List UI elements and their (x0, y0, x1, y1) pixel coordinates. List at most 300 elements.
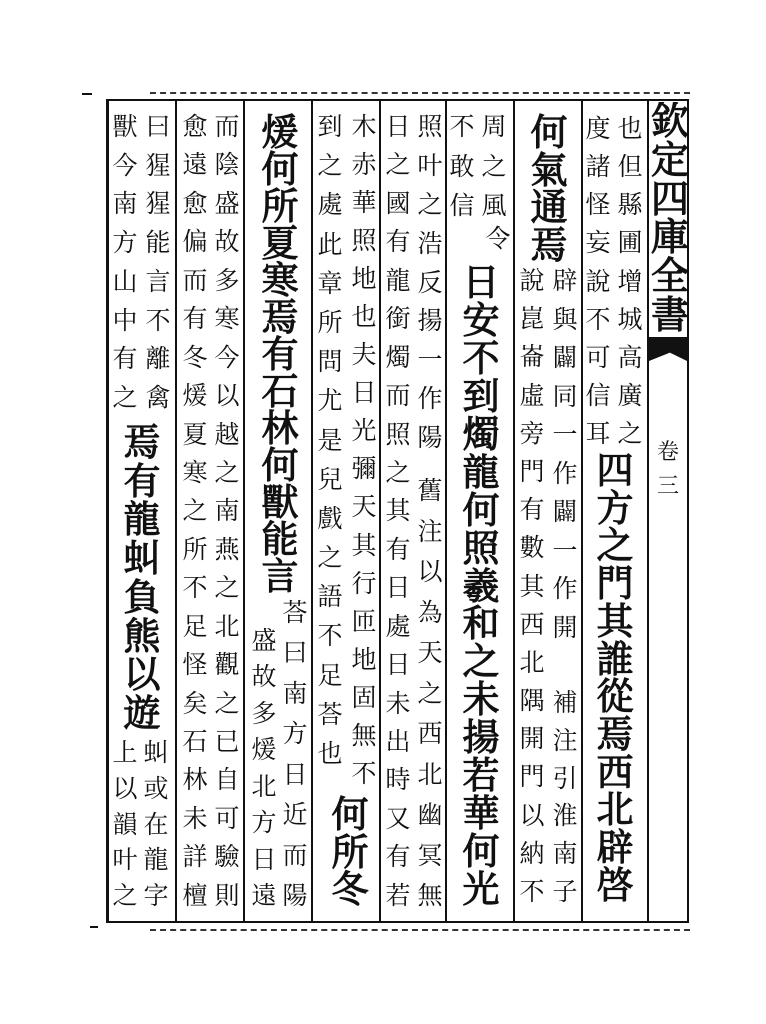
annotation-left (316, 114, 344, 766)
glyph: 三 (656, 474, 679, 499)
glyph: 虯 (123, 536, 161, 581)
glyph: 能 (145, 228, 171, 258)
glyph: 近 (282, 800, 308, 830)
glyph: 寒 (214, 304, 240, 334)
glyph: 南 (214, 496, 240, 526)
main-text (592, 448, 638, 907)
glyph: 安 (462, 297, 500, 342)
fishtail-mark (649, 337, 687, 361)
glyph: 愈 (182, 112, 208, 141)
glyph: 風 (481, 191, 507, 220)
glyph: 故 (214, 227, 240, 257)
glyph: 之 (317, 543, 343, 573)
glyph: 何 (261, 443, 299, 487)
glyph: 猩 (145, 150, 171, 180)
glyph: 作 (552, 574, 578, 604)
glyph: 不 (182, 573, 208, 603)
glyph: 以 (519, 800, 545, 830)
glyph: 北 (596, 787, 634, 832)
glyph: 通 (530, 185, 568, 230)
glyph: 以 (214, 381, 240, 411)
glyph: 氣 (530, 147, 568, 192)
glyph: 出 (385, 727, 411, 756)
glyph: 信 (449, 191, 475, 220)
glyph: 遊 (123, 690, 161, 735)
glyph: 陽 (282, 880, 308, 910)
glyph: 方 (282, 719, 308, 749)
annotation-right (416, 114, 444, 450)
glyph: 銜 (385, 304, 411, 334)
glyph: 其 (519, 571, 545, 601)
annotation-right (484, 226, 512, 254)
glyph: 反 (417, 267, 443, 297)
glyph: 言 (261, 554, 299, 598)
glyph: 語 (317, 582, 343, 612)
glyph: 詳 (182, 842, 208, 872)
glyph: 所 (317, 307, 343, 337)
column-rule (243, 100, 245, 922)
glyph: 之 (317, 151, 343, 181)
glyph: 多 (214, 265, 240, 295)
glyph: 誰 (596, 636, 634, 681)
glyph: 華 (351, 188, 377, 218)
glyph: 夏 (182, 419, 208, 449)
glyph: 但 (617, 152, 643, 182)
glyph: 日 (462, 260, 500, 304)
frame-border-bottom (106, 921, 689, 923)
glyph: 荅 (282, 598, 308, 627)
glyph: 之 (481, 151, 507, 181)
glyph: 何 (331, 792, 369, 836)
annotation-right (142, 740, 170, 908)
glyph: 冬 (331, 867, 369, 911)
glyph: 南 (552, 839, 578, 869)
glyph: 之 (417, 189, 443, 219)
glyph: 之 (182, 496, 208, 526)
glyph: 辟 (552, 266, 578, 295)
glyph: 一 (552, 535, 578, 565)
glyph: 日 (282, 759, 308, 789)
glyph: 與 (552, 304, 578, 334)
glyph: 山 (112, 266, 138, 296)
glyph: 愈 (182, 188, 208, 218)
glyph: 幽 (417, 800, 443, 829)
glyph: 作 (417, 384, 443, 414)
glyph: 龍 (143, 845, 169, 875)
column-rule (513, 100, 515, 922)
glyph: 赤 (351, 150, 377, 180)
glyph: 不 (462, 335, 500, 380)
glyph: 羲 (462, 563, 500, 608)
glyph: 不 (449, 112, 475, 141)
glyph: 圃 (617, 228, 643, 258)
glyph: 為 (417, 597, 443, 627)
glyph: 或 (143, 773, 169, 803)
glyph: 之 (385, 457, 411, 487)
glyph: 也 (317, 739, 343, 768)
glyph: 自 (214, 765, 240, 795)
glyph: 多 (251, 698, 277, 728)
glyph: 辟 (596, 825, 634, 870)
glyph: 之 (112, 881, 138, 910)
glyph: 曰 (145, 112, 171, 141)
glyph: 闢 (552, 343, 578, 373)
column-rule (647, 100, 649, 922)
glyph: 照 (417, 112, 443, 141)
glyph: 可 (585, 342, 611, 372)
glyph: 方 (251, 808, 277, 838)
glyph: 處 (317, 190, 343, 220)
annotation-right (551, 268, 579, 640)
glyph: 寒 (261, 258, 299, 302)
main-text (458, 260, 504, 911)
glyph: 其 (385, 496, 411, 526)
glyph: 韻 (112, 809, 138, 839)
glyph: 尤 (317, 386, 343, 416)
glyph: 西 (596, 749, 634, 794)
glyph: 敢 (449, 151, 475, 181)
glyph: 日 (385, 573, 411, 603)
glyph: 石 (261, 369, 299, 413)
glyph: 荅 (317, 699, 343, 729)
main-text (327, 792, 373, 911)
glyph: 南 (282, 678, 308, 708)
glyph: 不 (317, 621, 343, 651)
glyph: 木 (351, 112, 377, 141)
glyph: 怪 (585, 190, 611, 220)
frame-mark (90, 926, 98, 928)
annotation-left (518, 268, 546, 904)
glyph: 日 (351, 378, 377, 408)
glyph: 書 (650, 291, 689, 334)
glyph: 有 (182, 304, 208, 334)
glyph: 今 (112, 150, 138, 180)
glyph: 其 (596, 598, 634, 643)
glyph: 高 (617, 342, 643, 372)
glyph: 揚 (462, 715, 500, 760)
glyph: 引 (552, 763, 578, 793)
glyph: 寒 (182, 457, 208, 487)
glyph: 光 (462, 867, 500, 911)
annotation-left (181, 114, 209, 908)
glyph: 上 (112, 738, 138, 767)
glyph: 足 (182, 611, 208, 641)
glyph: 耳 (585, 419, 611, 448)
glyph: 一 (417, 345, 443, 375)
glyph: 周 (481, 112, 507, 141)
annotation-left (448, 114, 476, 218)
glyph: 門 (519, 762, 545, 792)
glyph: 方 (596, 485, 634, 530)
glyph: 可 (214, 803, 240, 833)
glyph: 禽 (145, 382, 171, 412)
glyph: 淮 (552, 801, 578, 831)
glyph: 言 (145, 266, 171, 296)
glyph: 檀 (182, 880, 208, 910)
glyph: 開 (519, 724, 545, 754)
glyph: 矣 (182, 688, 208, 718)
glyph: 以 (417, 557, 443, 586)
annotation-right (551, 690, 579, 904)
glyph: 林 (182, 765, 208, 795)
glyph: 子 (552, 876, 578, 906)
glyph: 庫 (650, 214, 689, 260)
glyph: 則 (214, 880, 240, 910)
glyph: 匝 (351, 606, 377, 636)
glyph: 焉 (261, 295, 299, 339)
glyph: 熊 (123, 613, 161, 658)
glyph: 焉 (596, 712, 634, 757)
glyph: 日 (385, 112, 411, 141)
glyph: 何 (462, 487, 500, 532)
main-text (257, 110, 303, 598)
glyph: 怪 (182, 650, 208, 680)
glyph: 有 (123, 458, 161, 503)
glyph: 光 (351, 416, 377, 446)
main-text (119, 420, 165, 735)
glyph: 夫 (351, 340, 377, 370)
column-rule (379, 100, 381, 922)
main-text (526, 110, 572, 267)
glyph: 照 (385, 419, 411, 449)
annotation-right (144, 114, 172, 410)
glyph: 也 (351, 302, 377, 332)
glyph: 廣 (617, 380, 643, 410)
juan-label (656, 442, 680, 498)
glyph: 所 (261, 184, 299, 228)
glyph: 有 (385, 227, 411, 257)
glyph: 闢 (552, 497, 578, 527)
glyph: 有 (385, 534, 411, 564)
glyph: 離 (145, 344, 171, 374)
annotation-left (384, 114, 412, 908)
glyph: 煖 (251, 735, 277, 765)
glyph: 有 (519, 495, 545, 525)
glyph: 未 (182, 803, 208, 833)
glyph: 行 (351, 568, 377, 598)
glyph: 從 (596, 674, 634, 719)
glyph: 龍 (385, 265, 411, 295)
glyph: 字 (143, 881, 169, 910)
glyph: 浩 (417, 228, 443, 258)
glyph: 今 (214, 342, 240, 372)
glyph: 旁 (519, 418, 545, 448)
glyph: 故 (251, 662, 277, 692)
glyph: 照 (351, 226, 377, 256)
glyph: 揚 (417, 306, 443, 336)
glyph: 舊 (417, 476, 443, 505)
glyph: 其 (351, 530, 377, 560)
glyph: 國 (385, 188, 411, 218)
glyph: 林 (261, 406, 299, 450)
glyph: 猩 (145, 189, 171, 219)
glyph: 到 (317, 112, 343, 141)
glyph: 盛 (214, 188, 240, 218)
glyph: 隅 (519, 686, 545, 716)
glyph: 崑 (519, 304, 545, 334)
glyph: 門 (596, 561, 634, 606)
glyph: 固 (351, 682, 377, 712)
glyph: 石 (182, 727, 208, 756)
glyph: 偏 (182, 227, 208, 257)
column-rule (581, 100, 583, 922)
glyph: 天 (351, 492, 377, 522)
glyph: 而 (282, 840, 308, 870)
glyph: 足 (317, 660, 343, 690)
glyph: 天 (417, 638, 443, 667)
annotation-right (480, 114, 508, 218)
glyph: 問 (317, 347, 343, 377)
glyph: 說 (519, 266, 545, 295)
glyph: 注 (417, 516, 443, 546)
glyph: 叶 (417, 150, 443, 180)
outer-frame-top (150, 92, 690, 94)
glyph: 以 (112, 773, 138, 803)
annotation-left (584, 116, 612, 446)
glyph: 之 (617, 419, 643, 448)
glyph: 中 (112, 305, 138, 335)
glyph: 而 (182, 265, 208, 295)
glyph: 日 (385, 650, 411, 680)
annotation-right (616, 116, 644, 446)
glyph: 彌 (351, 454, 377, 484)
glyph: 也 (617, 114, 643, 143)
glyph: 燭 (385, 342, 411, 372)
glyph: 信 (585, 380, 611, 410)
glyph: 四 (650, 175, 689, 221)
glyph: 納 (519, 838, 545, 868)
margin-title (650, 102, 690, 334)
glyph: 陰 (214, 150, 240, 180)
glyph: 補 (552, 688, 578, 717)
glyph: 有 (385, 842, 411, 872)
glyph: 所 (331, 829, 369, 874)
glyph: 之 (214, 573, 240, 603)
glyph: 不 (519, 877, 545, 906)
glyph: 有 (112, 344, 138, 374)
glyph: 方 (112, 228, 138, 258)
glyph: 度 (585, 114, 611, 143)
glyph: 不 (145, 305, 171, 335)
glyph: 陽 (417, 423, 443, 452)
glyph: 所 (182, 534, 208, 564)
annotation-right (213, 114, 241, 908)
glyph: 以 (123, 652, 161, 697)
annotation-right (281, 600, 309, 908)
glyph: 曰 (282, 638, 308, 668)
glyph: 戲 (317, 503, 343, 533)
glyph: 而 (385, 381, 411, 411)
glyph: 而 (214, 112, 240, 141)
glyph: 之 (462, 639, 500, 684)
glyph: 何 (261, 147, 299, 191)
glyph: 增 (617, 266, 643, 296)
glyph: 北 (214, 611, 240, 641)
glyph: 若 (462, 753, 500, 798)
glyph: 地 (351, 264, 377, 294)
glyph: 照 (462, 525, 500, 570)
glyph: 日 (251, 844, 277, 874)
glyph: 煖 (182, 381, 208, 411)
glyph: 欽 (650, 102, 689, 143)
glyph: 諸 (585, 152, 611, 182)
glyph: 燕 (214, 534, 240, 564)
glyph: 不 (585, 304, 611, 334)
glyph: 地 (351, 644, 377, 674)
column-rule (311, 100, 313, 922)
glyph: 遠 (251, 880, 277, 910)
glyph: 作 (552, 458, 578, 488)
glyph: 冬 (182, 342, 208, 372)
glyph: 驗 (214, 842, 240, 872)
glyph: 叶 (112, 845, 138, 875)
glyph: 越 (214, 419, 240, 449)
glyph: 觀 (214, 650, 240, 680)
glyph: 北 (519, 647, 545, 677)
glyph: 獸 (261, 480, 299, 524)
glyph: 妄 (585, 228, 611, 258)
glyph: 夏 (261, 221, 299, 265)
glyph: 同 (552, 381, 578, 411)
glyph: 焉 (123, 420, 161, 464)
glyph: 在 (143, 809, 169, 839)
glyph: 龍 (123, 497, 161, 542)
glyph: 之 (112, 382, 138, 412)
glyph: 負 (123, 574, 161, 619)
glyph: 能 (261, 517, 299, 561)
glyph: 北 (251, 771, 277, 801)
glyph: 煖 (261, 110, 299, 154)
glyph: 冥 (417, 840, 443, 870)
glyph: 城 (617, 304, 643, 334)
glyph: 未 (462, 677, 500, 722)
glyph: 之 (385, 150, 411, 180)
glyph: 無 (417, 881, 443, 910)
glyph: 何 (530, 110, 568, 154)
annotation-left (111, 740, 139, 908)
glyph: 北 (417, 759, 443, 789)
glyph: 遠 (182, 150, 208, 180)
glyph: 已 (214, 727, 240, 756)
glyph: 獸 (112, 112, 138, 141)
frame-border-left (106, 99, 109, 923)
glyph: 全 (650, 253, 689, 299)
glyph: 四 (596, 448, 634, 492)
glyph: 兒 (317, 464, 343, 494)
glyph: 令 (485, 224, 511, 253)
column-rule (175, 100, 177, 922)
glyph: 不 (351, 758, 377, 788)
glyph: 卷 (656, 440, 679, 465)
glyph: 和 (462, 601, 500, 646)
glyph: 崙 (519, 342, 545, 372)
glyph: 到 (462, 373, 500, 418)
glyph: 華 (462, 791, 500, 836)
glyph: 是 (317, 425, 343, 455)
column-rule (445, 100, 447, 922)
glyph: 有 (261, 332, 299, 376)
annotation-left (250, 628, 278, 908)
glyph: 龍 (462, 449, 500, 494)
glyph: 焉 (530, 222, 568, 267)
glyph: 數 (519, 533, 545, 563)
glyph: 西 (417, 719, 443, 748)
glyph: 此 (317, 229, 343, 259)
glyph: 注 (552, 725, 578, 755)
glyph: 一 (552, 420, 578, 450)
glyph: 虛 (519, 380, 545, 410)
glyph: 未 (385, 688, 411, 718)
